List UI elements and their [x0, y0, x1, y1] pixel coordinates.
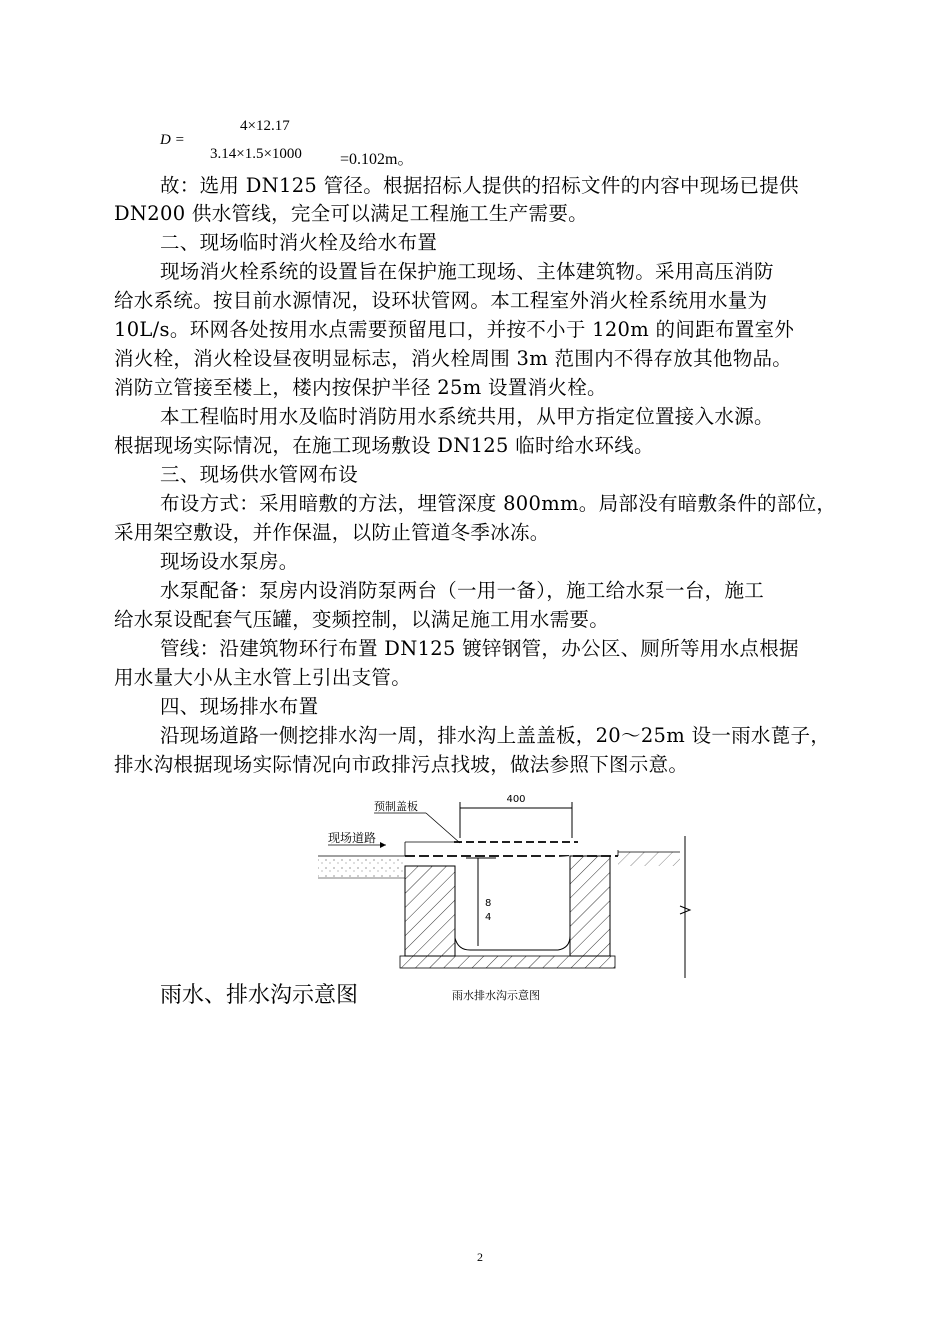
paragraph-line: 采用架空敷设，并作保温，以防止管道冬季冰冻。 [114, 521, 550, 544]
paragraph-line: 现场消火栓系统的设置旨在保护施工现场、主体建筑物。采用高压消防 [160, 260, 774, 283]
paragraph-line: 用水量大小从主水管上引出支管。 [114, 666, 412, 689]
paragraph-line: 给水系统。按目前水源情况，设环状管网。本工程室外消火栓系统用水量为 [114, 289, 768, 312]
figure-inner-caption: 雨水排水沟示意图 [452, 989, 540, 1002]
dim-width-label: 400 [506, 794, 526, 805]
paragraph-line: 管线：沿建筑物环行布置 DN125 镀锌钢管，办公区、厕所等用水点根据 [160, 637, 799, 660]
pipe-diameter-formula [160, 118, 560, 170]
section-heading: 二、现场临时消火栓及给水布置 [160, 231, 438, 254]
section-heading: 三、现场供水管网布设 [160, 463, 359, 486]
figure-caption: 雨水、排水沟示意图 [160, 983, 359, 1008]
paragraph-line: 给水泵设配套气压罐，变频控制，以满足施工用水需要。 [114, 608, 610, 631]
page-number: 2 [477, 1250, 483, 1264]
paragraph-line: 故：选用 DN125 管径。根据招标人提供的招标文件的内容中现场已提供 [160, 174, 799, 197]
formula-lhs: D = [160, 132, 185, 148]
paragraph-line: 消火栓，消火栓设昼夜明显标志，消火栓周围 3m 范围内不得存放其他物品。 [114, 347, 793, 370]
dim-depth-label-2: 4 [485, 912, 492, 923]
paragraph-line: 10L/s。环网各处按用水点需要预留甩口，并按不小于 120m 的间距布置室外 [114, 318, 795, 341]
paragraph-line: DN200 供水管线，完全可以满足工程施工生产需要。 [114, 202, 588, 225]
paragraph-line: 根据现场实际情况，在施工现场敷设 DN125 临时给水环线。 [114, 434, 654, 457]
paragraph-line: 沿现场道路一侧挖排水沟一周，排水沟上盖盖板，20～25m 设一雨水蓖子， [160, 724, 831, 747]
drainage-ditch-diagram [300, 786, 700, 991]
formula-numerator: 4×12.17 [240, 118, 290, 134]
paragraph-line: 现场设水泵房。 [160, 550, 299, 573]
paragraph-line: 排水沟根据现场实际情况向市政排污点找坡，做法参照下图示意。 [114, 753, 689, 776]
formula-denominator: 3.14×1.5×1000 [210, 146, 302, 162]
formula-result: =0.102m。 [340, 151, 414, 168]
cover-label: 预制盖板 [374, 800, 418, 813]
road-label: 现场道路 [328, 831, 377, 845]
paragraph-line: 水泵配备：泵房内设消防泵两台（一用一备），施工给水泵一台，施工 [160, 579, 765, 602]
dim-depth-label: 8 [485, 898, 492, 909]
paragraph-line: 布设方式：采用暗敷的方法，埋管深度 800mm。局部没有暗敷条件的部位， [160, 492, 837, 515]
section-heading: 四、现场排水布置 [160, 695, 319, 718]
paragraph-line: 消防立管接至楼上，楼内按保护半径 25m 设置消火栓。 [114, 376, 607, 399]
paragraph-line: 本工程临时用水及临时消防用水系统共用，从甲方指定位置接入水源。 [160, 405, 774, 428]
